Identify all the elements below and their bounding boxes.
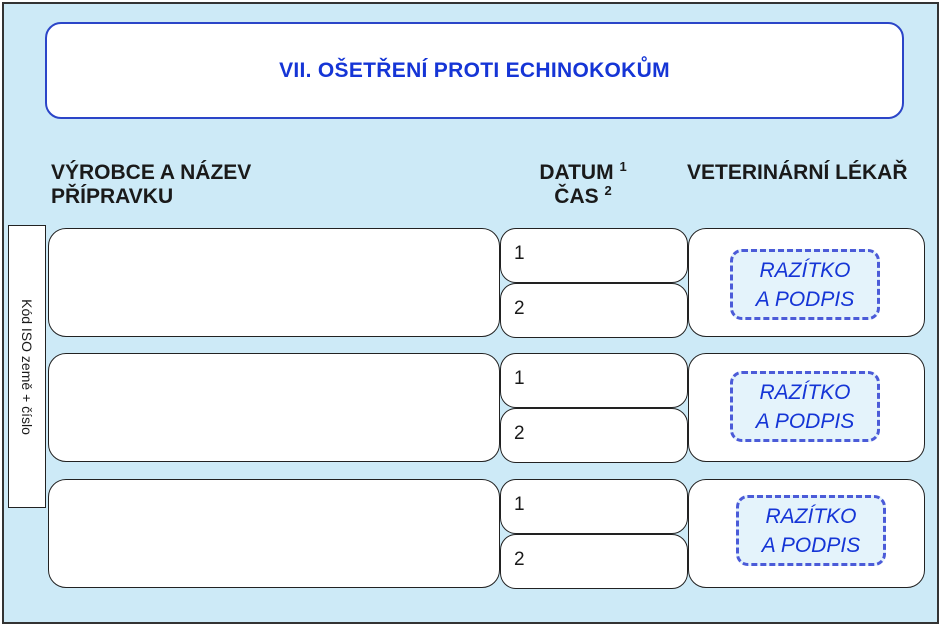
stamp-signature-area bbox=[736, 495, 886, 566]
product-header-line1: VÝROBCE A NÁZEV bbox=[51, 161, 252, 184]
date-field-row-3[interactable] bbox=[500, 479, 688, 534]
vet-column-header: VETERINÁRNÍ LÉKAŘ bbox=[687, 161, 908, 184]
product-field-row-3[interactable] bbox=[48, 479, 500, 588]
stamp-label-line1: RAZÍTKO bbox=[765, 504, 857, 528]
iso-code-label: Kód ISO země + číslo bbox=[19, 298, 35, 435]
vet-field-row-3[interactable] bbox=[688, 479, 925, 588]
date-time-column-header bbox=[524, 161, 642, 209]
date-field-row-2[interactable] bbox=[500, 353, 688, 408]
form-page bbox=[2, 2, 939, 624]
stamp-label-line2: A PODPIS bbox=[755, 287, 855, 311]
vet-field-row-2[interactable] bbox=[688, 353, 925, 462]
time-field-row-3[interactable] bbox=[500, 534, 688, 589]
date-field-row-1[interactable] bbox=[500, 228, 688, 283]
date-field-number: 1 bbox=[514, 368, 525, 389]
stamp-label-line2: A PODPIS bbox=[761, 533, 861, 557]
stamp-signature-area bbox=[730, 249, 880, 320]
time-field-number: 2 bbox=[514, 298, 525, 319]
product-header-line2: PŘÍPRAVKU bbox=[51, 185, 174, 208]
product-field-row-1[interactable] bbox=[48, 228, 500, 337]
product-field-row-2[interactable] bbox=[48, 353, 500, 462]
time-header-footnote: 2 bbox=[604, 183, 612, 198]
stamp-label-line1: RAZÍTKO bbox=[759, 380, 851, 404]
stamp-signature-area bbox=[730, 371, 880, 442]
iso-code-side-tab bbox=[8, 225, 46, 508]
date-field-number: 1 bbox=[514, 494, 525, 515]
product-column-header bbox=[51, 161, 251, 209]
stamp-label-line2: A PODPIS bbox=[755, 409, 855, 433]
time-field-number: 2 bbox=[514, 423, 525, 444]
time-field-row-1[interactable] bbox=[500, 283, 688, 338]
date-header-label: DATUM bbox=[539, 161, 614, 184]
time-header-label: ČAS bbox=[554, 185, 599, 208]
stamp-label-line1: RAZÍTKO bbox=[759, 258, 851, 282]
vet-field-row-1[interactable] bbox=[688, 228, 925, 337]
section-title: VII. OŠETŘENÍ PROTI ECHINOKOKŮM bbox=[279, 58, 670, 82]
date-header-footnote: 1 bbox=[619, 159, 627, 174]
date-field-number: 1 bbox=[514, 243, 525, 264]
section-title-box bbox=[45, 22, 904, 119]
time-field-number: 2 bbox=[514, 549, 525, 570]
time-field-row-2[interactable] bbox=[500, 408, 688, 463]
